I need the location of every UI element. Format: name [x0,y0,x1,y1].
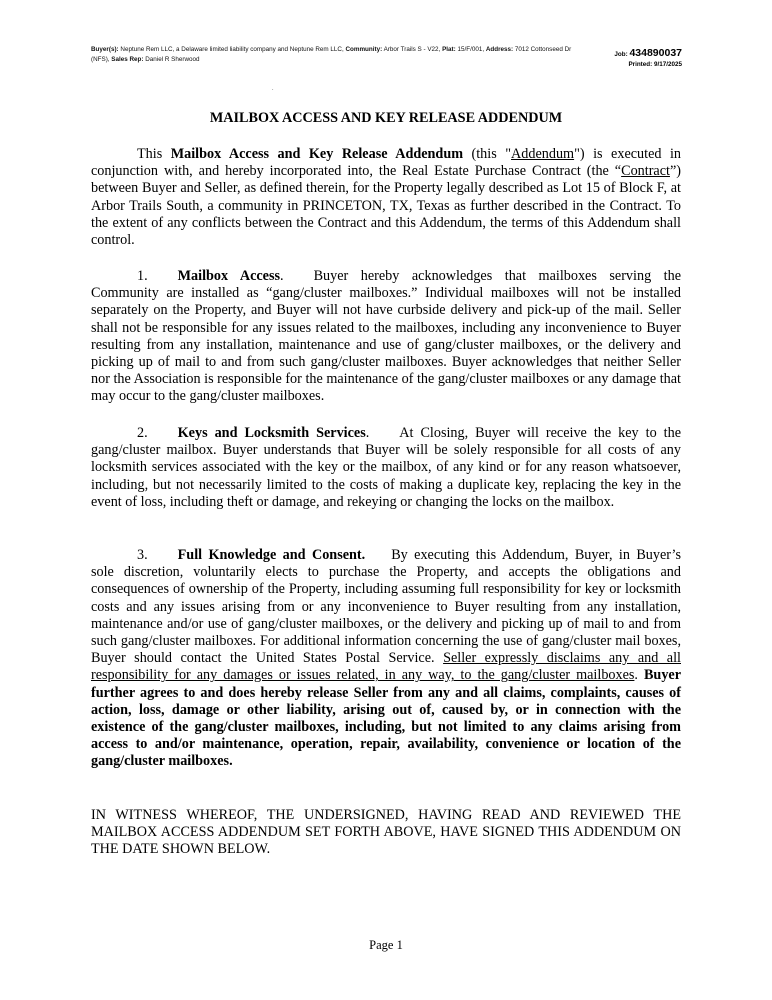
buyer-label: Buyer(s): [91,46,119,53]
document-header-info [91,45,591,65]
disclaimer-text: Seller expressly disclaims any and all responsibility for any damages or issues related, in any way, to the gang/cluster mailboxes [91,650,681,684]
job-number: 434890037 [629,47,682,59]
intro-text-2: (this " [463,146,512,162]
community-label: Community: [345,46,383,53]
section-text: At Closing, Buyer will receive the key to the gang/cluster mailbox. Buyer understands that Buyer will be solely responsible for all costs of any locksmith services associated with the key or the mailbox, of any kind or for any reason whatsoever, including, but not necessarily limited to the costs of making a duplicate key, replacing the key in the event of loss, including theft or damage, and rekeying or changing the locks on the mailbox. [91,425,681,510]
community-value: Arbor Trails S - V22, [383,46,441,53]
intro-text-1: This [137,146,171,162]
section-3 [91,547,681,771]
witness-text: IN WITNESS WHEREOF, THE UNDERSIGNED, HAVING READ AND REVIEWED THE MAILBOX ACCESS ADDENDUM SET FORTH ABOVE, HAVE SIGNED THIS ADDENDUM ON THE DATE SHOWN BELOW. [91,807,681,858]
addendum-name: Mailbox Access and Key Release Addendum [170,146,464,162]
intro-text-4: ”) between Buyer and Seller, as defined therein, for the Property legally described as Lot 15 of Block F, at Arbor Trails South, a community in PRINCETON, TX, Texas as further described in the Contract. To the extent of any conflicts between the Contract and this Addendum, the terms of this Addendum shall control. [91,163,681,249]
printed-date: 9/17/2025 [653,61,682,68]
section-heading: Full Knowledge and Consent. [177,547,366,563]
heading-punct: . [365,425,370,441]
plat-label: Plat: [442,46,456,53]
release-clause: Buyer further agrees to and does hereby release Seller from any and all claims, complaints, causes of action, loss, damage or other liability, arising out of, caused by, or in connection with the existence of the gang/cluster mailboxes, including, but not limited to any claims arising from access to and/or maintenance, operation, repair, availability, convenience or location of the gang/cluster mailboxes. [91,667,682,770]
section-heading: Keys and Locksmith Services [177,425,366,441]
stray-mark: . [272,86,274,92]
section-number: 1. [137,268,148,284]
heading-punct: . [280,268,284,284]
job-info [614,48,682,70]
sales-rep-label: Sales Rep: [111,56,144,63]
section-number: 2. [137,425,148,441]
section-number: 3. [137,547,148,563]
page-number: Page 1 [369,938,403,952]
section-heading: Mailbox Access [177,268,281,284]
section-2 [91,425,681,511]
section-text: By executing this Addendum, Buyer, in Buyer’s sole discretion, voluntarily elects to purchase the Property, and accepts the obligations and consequences of ownership of the Property, including assuming full responsibility for key or locksmith costs and any issues arising from or any inconvenience to Buyer resulting from any installation, maintenance and/or use of gang/cluster mailboxes, or the delivery and picking up of mail to and from such gang/cluster mailboxes. For additional information concerning the use of gang/cluster mail boxes, Buyer should contact the United States Postal Service. [91,547,681,667]
document-title: MAILBOX ACCESS AND KEY RELEASE ADDENDUM [209,110,563,126]
plat-value: 15/F/001, [457,46,485,53]
intro-paragraph [91,146,681,249]
sales-rep-value: Daniel R Sherwood [145,56,200,63]
address-value: 7012 Cottonseed Dr (NFS), [91,46,572,63]
contract-term: Contract [621,163,670,180]
witness-clause [91,807,681,859]
section-text: Buyer hereby acknowledges that mailboxes serving the Community are installed as “gang/cluster mailboxes.” Individual mailboxes will not be installed separately on the Property, and Buyer will not have curbside delivery and pick-up of the mail. Seller shall not be responsible for any issues related to the mailboxes, including any inconvenience to Buyer resulting from any installation, maintenance and use of gang/cluster mailboxes, or the delivery and picking up of mail to and from such gang/cluster mailboxes. Buyer acknowledges that neither Seller nor the Association is responsible for the maintenance of the gang/cluster mailboxes or any damage that may occur to the gang/cluster mailboxes. [91,268,682,405]
buyer-value: Neptune Rem LLC, a Delaware limited liability company and Neptune Rem LLC, [120,46,344,53]
printed-label: Printed: [628,61,653,68]
intro-text-3: ") is executed in conjunction with, and hereby incorporated into, the Real Estate Purchase Contract (the “ [91,146,681,180]
addendum-term: Addendum [511,146,575,162]
job-label: Job: [614,51,628,58]
section-1 [91,268,681,406]
disclaimer-punct: . [634,667,644,684]
address-label: Address: [485,46,514,53]
